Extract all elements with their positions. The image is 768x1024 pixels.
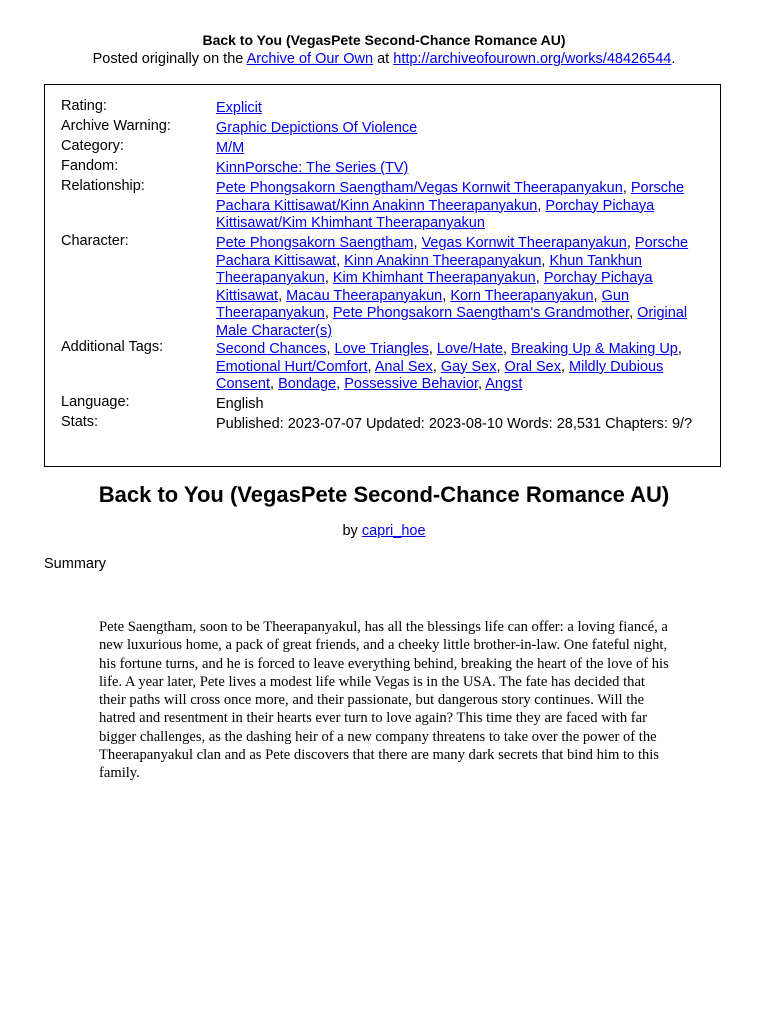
relationship-label: Relationship:	[61, 178, 145, 194]
additional-tags-tag-link[interactable]: Love/Hate	[436, 341, 503, 357]
category-tag-link[interactable]: M/M	[216, 140, 245, 156]
relationship-tag-link[interactable]: Pete Phongsakorn Saengtham/Vegas Kornwit Theerapanyakun	[216, 180, 623, 196]
summary-heading: Summary	[44, 556, 107, 572]
archive-warning-tag-link[interactable]: Graphic Depictions Of Violence	[216, 120, 418, 136]
additional-tags-tag-link[interactable]: Oral Sex	[504, 358, 561, 375]
character-tag-link[interactable]: Pete Phongsakorn Saengtham	[216, 235, 414, 251]
character-tag-link[interactable]: Gun Theerapanyakun	[216, 287, 630, 321]
posted-suffix: .	[671, 51, 676, 67]
archive-warning-value	[216, 120, 706, 138]
category-value	[216, 140, 706, 158]
relationship-tag-link[interactable]: Porsche Pachara Kittisawat/Kinn Anakinn Theerapanyakun	[216, 180, 685, 214]
rating-label: Rating:	[61, 98, 107, 114]
language-label: Language:	[61, 394, 130, 410]
summary-text: Pete Saengtham, soon to be Theerapanyakul, has all the blessings life can offer: a loving fiancé, a new luxurious home, a pack of great friends, and a cheeky little brother-in-law. One fateful night, his fortune turns, and he is forced to leave everything behind, breaking the heart of the love of his life. A year later, Pete lives a modest life while Vegas is in the USA. The fate has decided that their paths will cross once more, and their passionate, but dangerous story continues. Will the hatred and resentment in their hearts ever turn to love again? This time they are faced with far bigger challenges, as the dashing heir of a new company threatens to take over the power of the Theerapanyakul clan and as Pete discovers that there are many dark secrets that bind him to this family.	[99, 619, 669, 782]
character-tag-link[interactable]: Porchay Pichaya Kittisawat	[216, 270, 653, 304]
archive-warning-label: Archive Warning:	[61, 118, 171, 134]
character-tag-link[interactable]: Pete Phongsakorn Saengtham's Grandmother	[332, 305, 630, 321]
additional-tags-tag-link[interactable]: Breaking Up & Making Up	[511, 341, 678, 357]
author-link[interactable]: capri_hoe	[361, 523, 426, 539]
document-header-title: Back to You (VegasPete Second-Chance Romance AU)	[202, 32, 566, 48]
additional-tags-tag-link[interactable]: Second Chances	[216, 341, 327, 357]
relationship-tag-link[interactable]: Porchay Pichaya Kittisawat/Kim Khimhant Theerapanyakun	[216, 197, 655, 231]
additional-tags-tag-link[interactable]: Possessive Behavior	[344, 376, 478, 392]
fandom-value	[216, 160, 706, 178]
archive-of-our-own-link[interactable]: Archive of Our Own	[246, 51, 374, 67]
additional-tags-label: Additional Tags:	[61, 339, 164, 355]
additional-tags-tag-link[interactable]: Angst	[485, 376, 523, 392]
fandom-tag-link[interactable]: KinnPorsche: The Series (TV)	[216, 160, 409, 176]
posted-mid: at	[373, 51, 394, 67]
character-tag-link[interactable]: Kim Khimhant Theerapanyakun	[332, 270, 536, 286]
work-title: Back to You (VegasPete Second-Chance Romance AU)	[98, 482, 670, 507]
byline-prefix: by	[342, 523, 362, 539]
byline	[0, 522, 768, 540]
category-label: Category:	[61, 138, 124, 154]
fandom-label: Fandom:	[61, 158, 119, 174]
character-tag-link[interactable]: Khun Tankhun Theerapanyakun	[216, 252, 642, 286]
additional-tags-tag-link[interactable]: Love Triangles	[334, 341, 429, 357]
character-tag-link[interactable]: Vegas Kornwit Theerapanyakun	[421, 235, 627, 251]
character-tag-link[interactable]: Original Male Character(s)	[216, 305, 688, 339]
work-url-link[interactable]: http://archiveofourown.org/works/48426544	[393, 51, 672, 67]
rating-tag-link[interactable]: Explicit	[216, 100, 262, 116]
rating-value	[216, 100, 706, 118]
work-metadata-box	[44, 84, 721, 467]
additional-tags-value: Second Chances, Love Triangles, Love/Hate, Breaking Up & Making Up, Emotional Hurt/Comfort, Anal Sex, Gay Sex, Oral Sex, Mildly Dubious Consent, Bondage, Possessive Behavior, Angst	[216, 341, 682, 392]
posted-prefix: Posted originally on the	[92, 51, 247, 67]
character-tag-link[interactable]: Korn Theerapanyakun	[450, 287, 594, 304]
character-tag-link[interactable]: Kinn Anakinn Theerapanyakun	[344, 252, 542, 269]
additional-tags-tag-link[interactable]: Bondage	[278, 376, 337, 392]
character-value: Pete Phongsakorn Saengtham, Vegas Kornwit Theerapanyakun, Porsche Pachara Kittisawat, Kinn Anakinn Theerapanyakun, Khun Tankhun Theerapanyakun, Kim Khimhant Theerapanyakun, Porchay Pichaya Kittisawat, Macau Theerapanyakun, Korn Theerapanyakun, Gun Theerapanyakun, Pete Phongsakorn Saengtham's Grandmother, Original Male Character(s)	[216, 235, 689, 339]
additional-tags-tag-link[interactable]: Anal Sex	[374, 358, 433, 375]
character-tag-link[interactable]: Macau Theerapanyakun	[286, 287, 443, 304]
additional-tags-tag-link[interactable]: Mildly Dubious Consent	[216, 358, 664, 392]
posted-originally-line	[0, 50, 768, 68]
additional-tags-tag-link[interactable]: Gay Sex	[440, 358, 497, 375]
language-value: English	[216, 396, 264, 412]
additional-tags-tag-link[interactable]: Emotional Hurt/Comfort	[216, 358, 368, 375]
stats-label: Stats:	[61, 414, 99, 430]
relationship-value: Pete Phongsakorn Saengtham/Vegas Kornwit Theerapanyakun, Porsche Pachara Kittisawat/Kinn Anakinn Theerapanyakun, Porchay Pichaya Kittisawat/Kim Khimhant Theerapanyakun	[216, 180, 685, 231]
character-tag-link[interactable]: Porsche Pachara Kittisawat	[216, 235, 689, 269]
character-label: Character:	[61, 233, 129, 249]
stats-value: Published: 2023-07-07 Updated: 2023-08-10 Words: 28,531 Chapters: 9/?	[216, 416, 693, 432]
